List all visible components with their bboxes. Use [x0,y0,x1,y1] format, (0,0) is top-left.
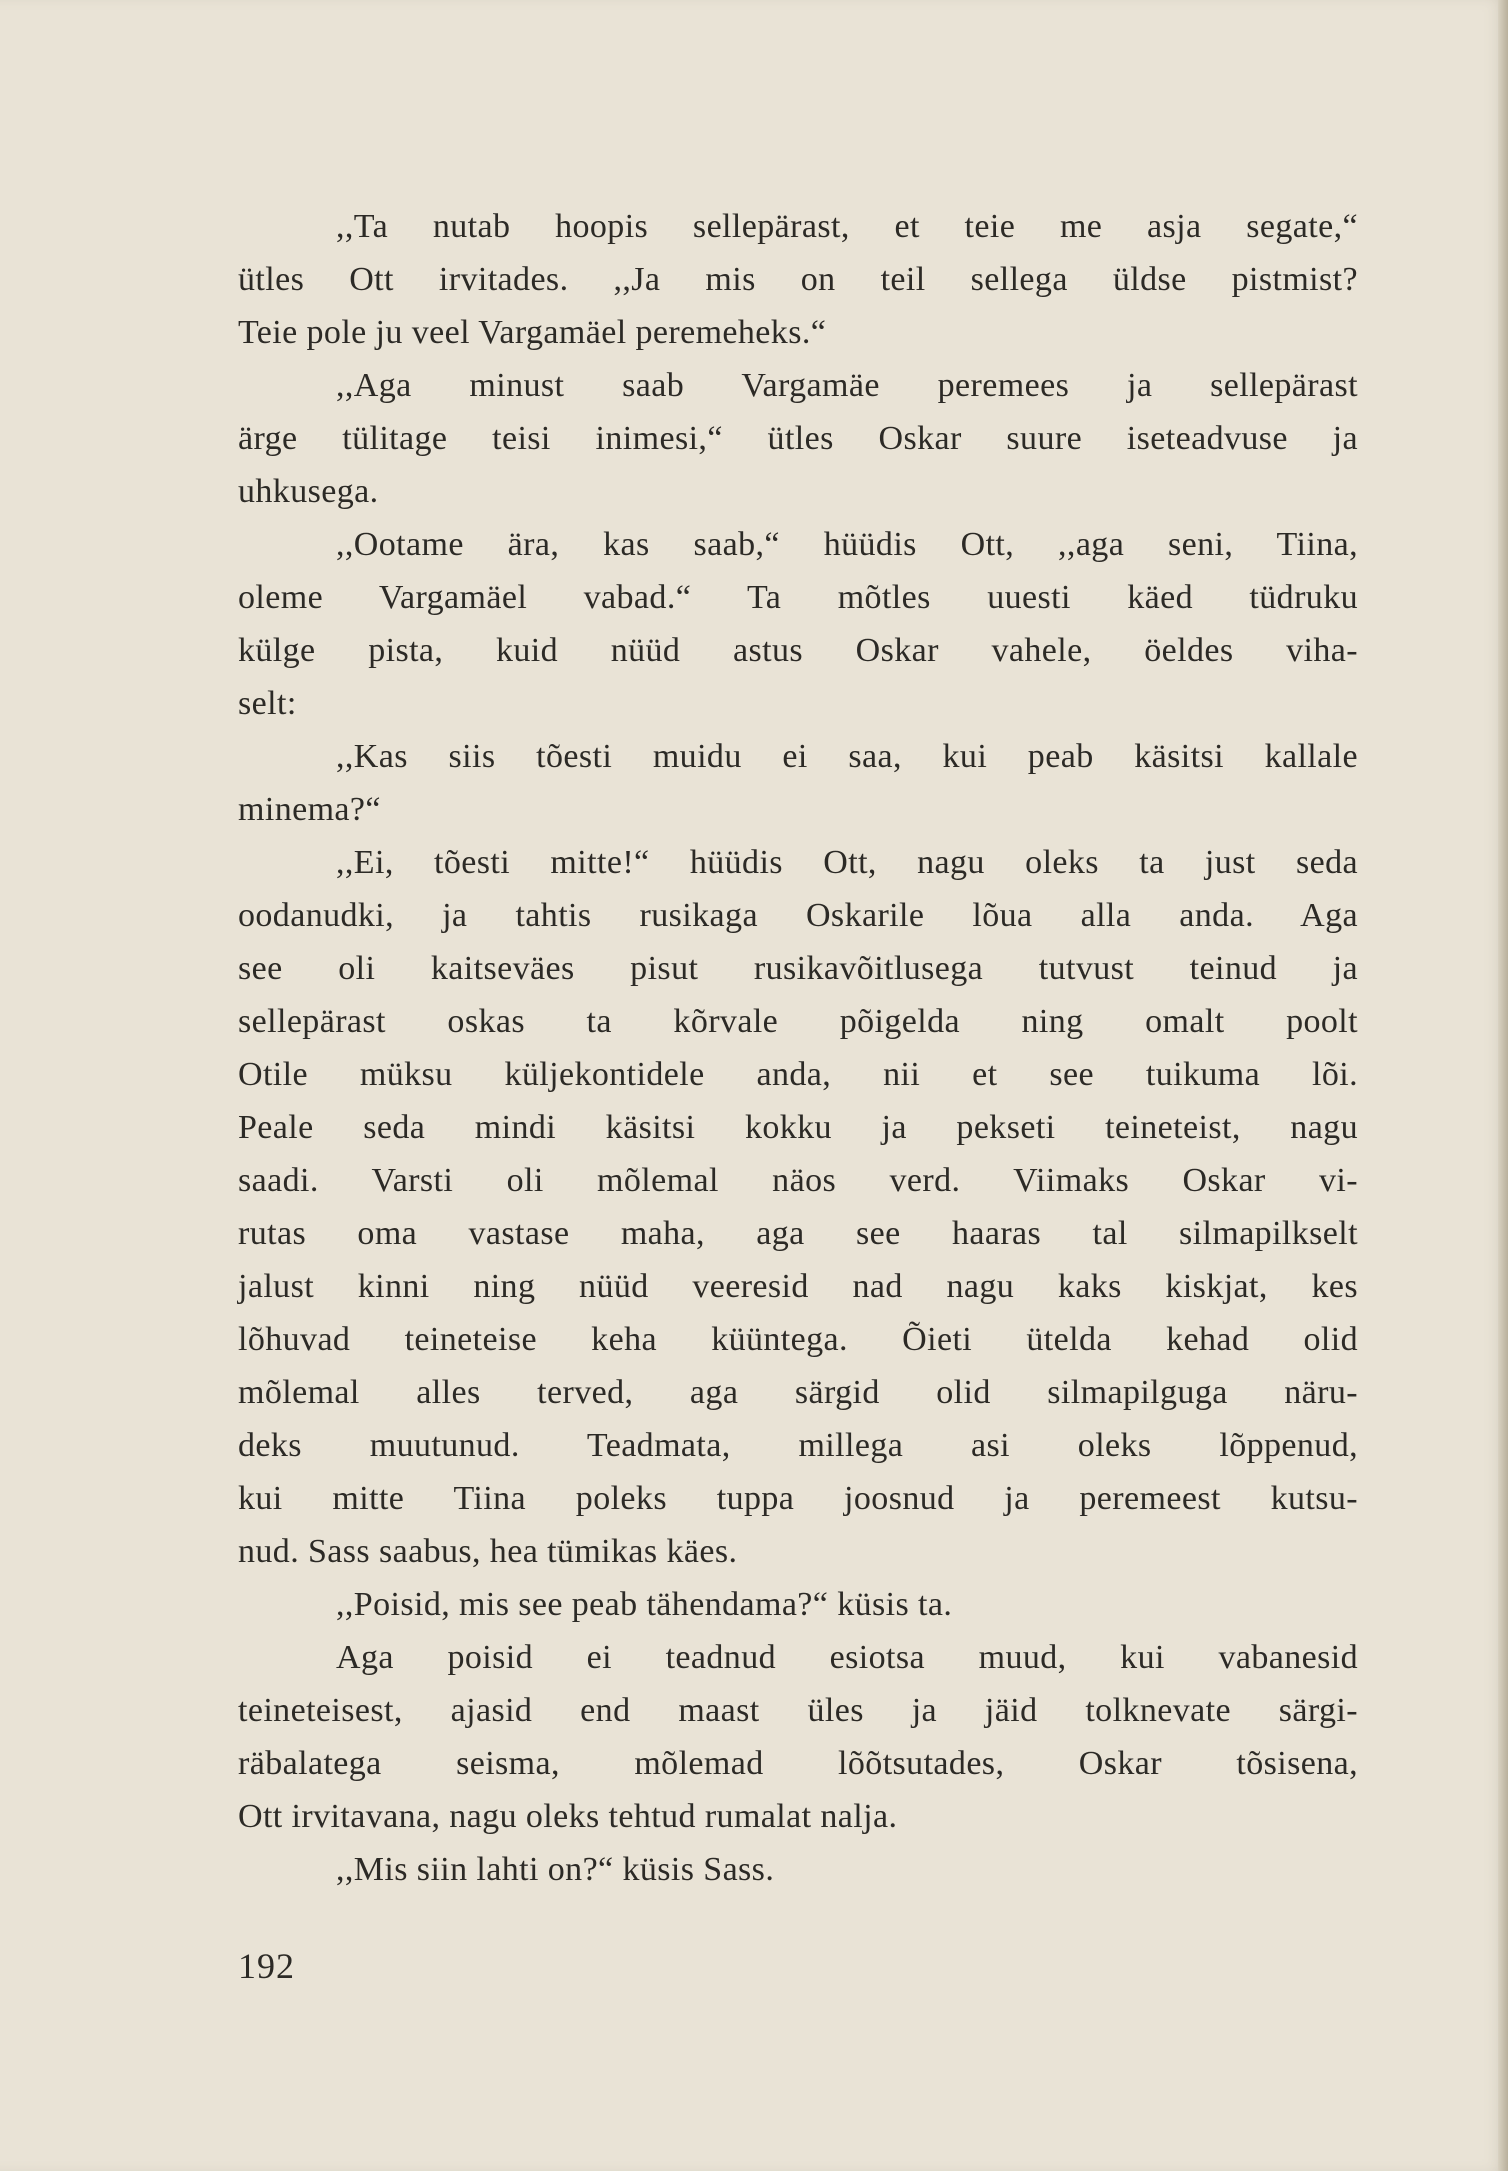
text-line: Aga poisid ei teadnud esiotsa muud, kui vabanesid [336,1639,1358,1676]
page-text [238,200,1358,1896]
text-line: selt: [238,685,297,722]
text-line: ,,Kas siis tõesti muidu ei saa, kui peab käsitsi kallale [336,738,1358,775]
text-line: see oli kaitseväes pisut rusikavõitlusega tutvust teinud ja [238,950,1358,987]
text-line: kui mitte Tiina poleks tuppa joosnud ja peremeest kutsu- [238,1480,1358,1517]
text-line: nud. Sass saabus, hea tümikas käes. [238,1533,738,1570]
text-line: Teie pole ju veel Vargamäel peremeheks.“ [238,314,827,351]
text-line: jalust kinni ning nüüd veeresid nad nagu kaks kiskjat, kes [238,1268,1358,1305]
text-line: ütles Ott irvitades. ,,Ja mis on teil sellega üldse pistmist? [238,261,1358,298]
text-line: deks muutunud. Teadmata, millega asi oleks lõppenud, [238,1427,1358,1464]
text-line: lõhuvad teineteise keha küüntega. Õieti ütelda kehad olid [238,1321,1358,1358]
text-line: sellepärast oskas ta kõrvale põigelda ning omalt poolt [238,1003,1358,1040]
page-number: 192 [238,1946,295,1986]
text-line: ,,Aga minust saab Vargamäe peremees ja sellepärast [336,367,1358,404]
text-line: teineteisest, ajasid end maast üles ja jäid tolknevate särgi- [238,1692,1358,1729]
text-line: ärge tülitage teisi inimesi,“ ütles Oskar suure iseteadvuse ja [238,420,1358,457]
text-line: ,,Ei, tõesti mitte!“ hüüdis Ott, nagu oleks ta just seda [336,844,1358,881]
text-line: minema?“ [238,791,381,828]
page-edge [1498,0,1508,2171]
text-line: Otile müksu küljekontidele anda, nii et see tuikuma lõi. [238,1056,1358,1093]
text-line: ,,Mis siin lahti on?“ küsis Sass. [336,1851,775,1888]
text-line: uhkusega. [238,473,379,510]
text-line: Ott irvitavana, nagu oleks tehtud rumalat nalja. [238,1798,898,1835]
text-line: ,,Ta nutab hoopis sellepärast, et teie me asja segate,“ [336,208,1358,245]
text-line: mõlemal alles terved, aga särgid olid silmapilguga näru- [238,1374,1358,1411]
text-line: külge pista, kuid nüüd astus Oskar vahele, öeldes viha- [238,632,1358,669]
text-line: saadi. Varsti oli mõlemal näos verd. Viimaks Oskar vi- [238,1162,1358,1199]
text-line: ,,Poisid, mis see peab tähendama?“ küsis ta. [336,1586,953,1623]
text-line: oodanudki, ja tahtis rusikaga Oskarile lõua alla anda. Aga [238,897,1358,934]
text-line: ,,Ootame ära, kas saab,“ hüüdis Ott, ,,aga seni, Tiina, [336,526,1358,563]
text-line: Peale seda mindi käsitsi kokku ja pekseti teineteist, nagu [238,1109,1358,1146]
text-line: räbalatega seisma, mõlemad lõõtsutades, Oskar tõsisena, [238,1745,1358,1782]
text-line: oleme Vargamäel vabad.“ Ta mõtles uuesti käed tüdruku [238,579,1358,616]
text-line: rutas oma vastase maha, aga see haaras tal silmapilkselt [238,1215,1358,1252]
